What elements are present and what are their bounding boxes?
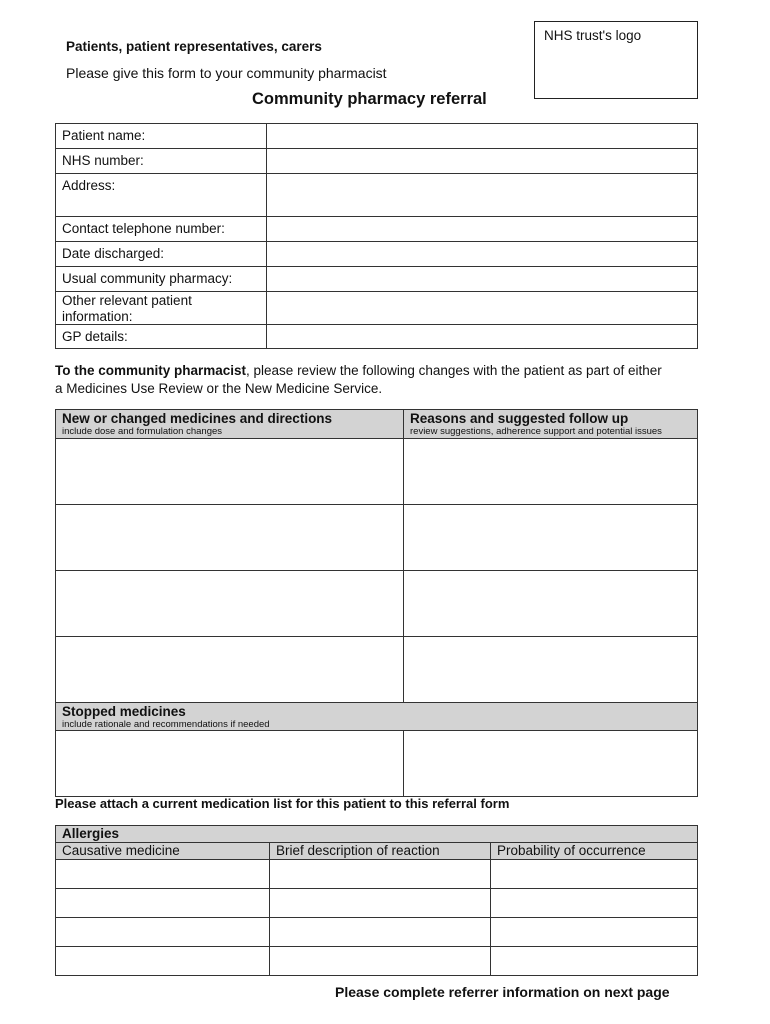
table-row: [56, 703, 698, 731]
table-row: [56, 947, 698, 976]
reaction-description-cell[interactable]: [270, 860, 491, 889]
table-row: [56, 292, 698, 325]
new-medicine-cell[interactable]: [56, 637, 404, 703]
causative-medicine-header: Causative medicine: [56, 843, 270, 860]
usual-pharmacy-field[interactable]: [267, 267, 698, 292]
probability-header: Probability of occurrence: [491, 843, 698, 860]
table-row: [56, 826, 698, 843]
nhs-number-label: NHS number:: [56, 149, 267, 174]
other-info-label: Other relevant patient information:: [56, 292, 267, 325]
table-row: [56, 217, 698, 242]
stopped-medicines-subtitle: include rationale and recommendations if needed: [62, 718, 270, 730]
new-medicine-cell[interactable]: [56, 571, 404, 637]
pharmacist-note-line1: [55, 363, 662, 379]
reason-cell[interactable]: [404, 439, 698, 505]
gp-details-label: GP details:: [56, 325, 267, 349]
reason-cell[interactable]: [404, 571, 698, 637]
table-row: [56, 843, 698, 860]
contact-telephone-field[interactable]: [267, 217, 698, 242]
instruction-text: Please give this form to your community pharmacist: [66, 65, 387, 81]
causative-medicine-cell[interactable]: [56, 860, 270, 889]
table-row: [56, 505, 698, 571]
new-medicine-cell[interactable]: [56, 439, 404, 505]
attach-note: Please attach a current medication list for this patient to this referral form: [55, 796, 510, 811]
table-row: [56, 439, 698, 505]
logo-placeholder-box: [534, 21, 698, 99]
probability-cell[interactable]: [491, 918, 698, 947]
nhs-number-field[interactable]: [267, 149, 698, 174]
reason-cell[interactable]: [404, 637, 698, 703]
patient-name-label: Patient name:: [56, 124, 267, 149]
usual-pharmacy-label: Usual community pharmacy:: [56, 267, 267, 292]
table-row: [56, 571, 698, 637]
reaction-description-cell[interactable]: [270, 918, 491, 947]
footer-note: Please complete referrer information on next page: [335, 984, 670, 1000]
new-medicines-header: [56, 410, 404, 439]
other-info-field[interactable]: [267, 292, 698, 325]
table-row: [56, 242, 698, 267]
reaction-description-cell[interactable]: [270, 889, 491, 918]
new-medicine-cell[interactable]: [56, 505, 404, 571]
reaction-description-cell[interactable]: [270, 947, 491, 976]
page-title: Community pharmacy referral: [252, 90, 487, 108]
stopped-medicine-cell[interactable]: [56, 730, 404, 796]
table-row: [56, 889, 698, 918]
table-row: [56, 267, 698, 292]
allergies-table: [55, 825, 698, 976]
stopped-medicines-title: Stopped medicines: [62, 704, 186, 719]
table-row: [56, 174, 698, 217]
new-medicines-subtitle: include dose and formulation changes: [62, 425, 223, 437]
logo-placeholder-label: NHS trust's logo: [544, 28, 642, 43]
table-row: [56, 410, 698, 439]
reason-cell[interactable]: [404, 505, 698, 571]
causative-medicine-cell[interactable]: [56, 918, 270, 947]
causative-medicine-cell[interactable]: [56, 889, 270, 918]
reaction-description-header: Brief description of reaction: [270, 843, 491, 860]
audience-heading: Patients, patient representatives, carers: [66, 39, 322, 54]
table-row: [56, 325, 698, 349]
medicines-table: [55, 409, 698, 797]
new-medicines-title: New or changed medicines and directions: [62, 411, 333, 426]
pharmacist-note-lead: To the community pharmacist: [55, 363, 247, 378]
pharmacist-note-line2: a Medicines Use Review or the New Medicine Service.: [55, 381, 383, 396]
contact-telephone-label: Contact telephone number:: [56, 217, 267, 242]
date-discharged-label: Date discharged:: [56, 242, 267, 267]
probability-cell[interactable]: [491, 860, 698, 889]
table-row: [56, 637, 698, 703]
gp-details-field[interactable]: [267, 325, 698, 349]
reasons-title: Reasons and suggested follow up: [410, 411, 629, 426]
patient-name-field[interactable]: [267, 124, 698, 149]
table-row: [56, 730, 698, 796]
probability-cell[interactable]: [491, 889, 698, 918]
causative-medicine-cell[interactable]: [56, 947, 270, 976]
table-row: [56, 149, 698, 174]
address-field[interactable]: [267, 174, 698, 217]
stopped-medicines-header: [56, 703, 698, 731]
table-row: [56, 124, 698, 149]
table-row: [56, 860, 698, 889]
address-label: Address:: [56, 174, 267, 217]
probability-cell[interactable]: [491, 947, 698, 976]
reasons-subtitle: review suggestions, adherence support and potential issues: [410, 425, 662, 437]
table-row: [56, 918, 698, 947]
reasons-header: [404, 410, 698, 439]
stopped-reason-cell[interactable]: [404, 730, 698, 796]
date-discharged-field[interactable]: [267, 242, 698, 267]
pharmacist-note-rest: , please review the following changes with the patient as part of either: [246, 363, 662, 378]
allergies-title: Allergies: [56, 826, 698, 843]
patient-details-table: [55, 123, 698, 349]
